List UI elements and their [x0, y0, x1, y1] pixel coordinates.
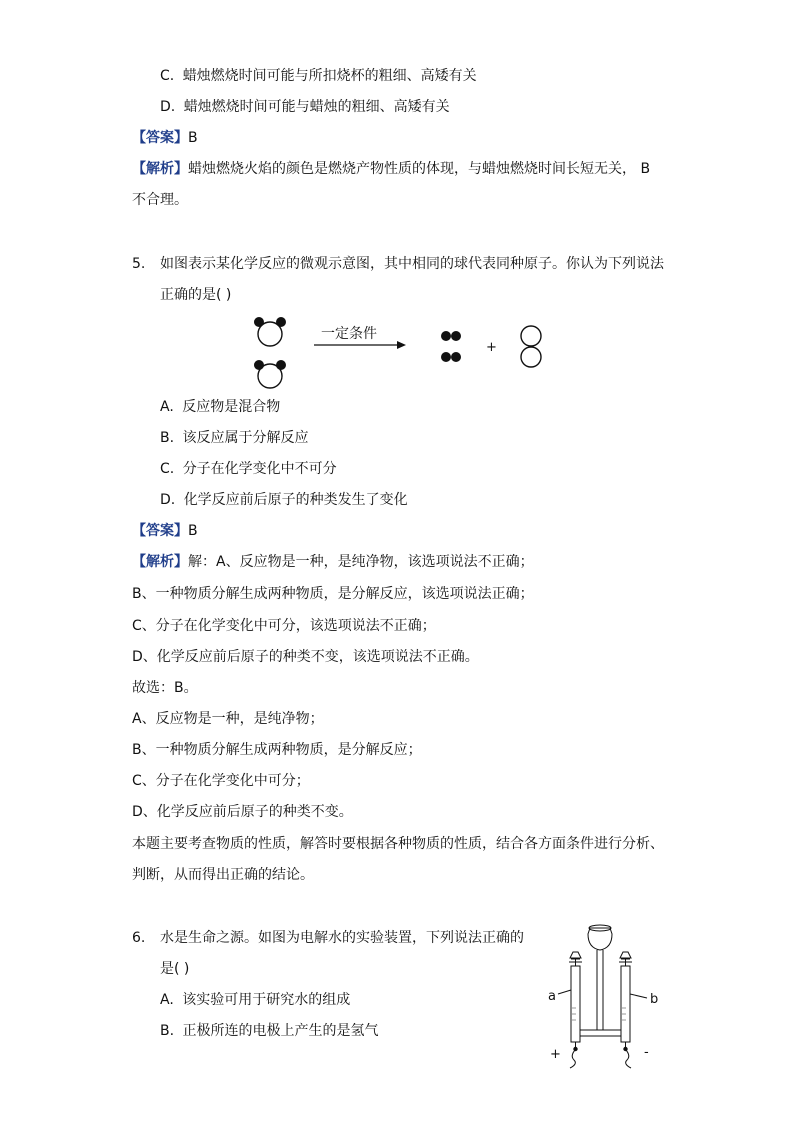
option-letter: B.	[160, 430, 175, 446]
option-letter: C.	[160, 461, 175, 477]
option-text: 该反应属于分解反应	[182, 430, 309, 446]
reaction-condition: 一定条件	[321, 326, 377, 342]
q5-analysis-line: D、化学反应前后原子的种类不变。	[132, 804, 353, 820]
answer-value: B	[188, 523, 198, 539]
reactant-molecule-1	[254, 317, 286, 346]
q4-analysis-line-2: 不合理。	[132, 192, 188, 208]
q6-option-b	[160, 1021, 379, 1041]
q5-analysis-line: 判断，从而得出正确的结论。	[132, 867, 314, 883]
q4-analysis-line-1	[132, 159, 650, 179]
answer-label: 【答案】	[132, 523, 188, 539]
q6-option-a	[160, 990, 350, 1010]
label-b: b	[650, 992, 659, 1007]
q5-analysis-line: D、化学反应前后原子的种类不变，该选项说法不正确。	[132, 649, 479, 665]
option-letter: A.	[160, 399, 174, 415]
option-text: 分子在化学变化中不可分	[182, 461, 337, 477]
label-a: a	[548, 989, 556, 1004]
answer-label: 【答案】	[132, 130, 188, 146]
label-negative: -	[644, 1045, 649, 1060]
analysis-label: 【解析】	[132, 554, 188, 570]
answer-value: B	[188, 130, 198, 146]
q4-option-c	[160, 66, 477, 86]
option-letter: D.	[160, 492, 176, 508]
product-molecule-1	[441, 331, 461, 362]
option-text: 蜡烛燃烧时间可能与所扣烧杯的粗细、高矮有关	[182, 68, 477, 84]
option-letter: D.	[160, 99, 176, 115]
option-text: 蜡烛燃烧时间可能与蜡烛的粗细、高矮有关	[183, 99, 450, 115]
q5-analysis-line: C、分子在化学变化中可分；	[132, 773, 310, 789]
q5-option-c	[160, 459, 337, 479]
option-letter: C.	[160, 68, 175, 84]
q5-number: 5.	[132, 256, 146, 272]
tube-b	[621, 966, 630, 1042]
label-positive: +	[550, 1047, 561, 1062]
electrolysis-apparatus	[540, 918, 670, 1070]
q5-stem-line-1: 如图表示某化学反应的微观示意图，其中相同的球代表同种原子。你认为下列说法	[160, 256, 664, 272]
q6-stem-line-2: 是( )	[160, 961, 190, 977]
q5-analysis-line-1	[132, 552, 534, 572]
q4-option-d	[160, 97, 450, 117]
product-molecule-2	[521, 326, 541, 367]
q5-analysis-line: C、分子在化学变化中可分，该选项说法不正确；	[132, 618, 436, 634]
wire-negative	[626, 1050, 631, 1068]
q5-analysis-line: A、反应物是一种，是纯净物；	[132, 711, 324, 727]
reactant-molecule-2	[254, 360, 286, 388]
q5-stem-line-2: 正确的是( )	[160, 287, 232, 303]
option-text: 化学反应前后原子的种类发生了变化	[183, 492, 408, 508]
q5-analysis-line: B、一种物质分解生成两种物质，是分解反应，该选项说法正确；	[132, 586, 534, 602]
analysis-label: 【解析】	[132, 161, 188, 177]
reaction-diagram	[248, 308, 558, 394]
analysis-text: 蜡烛燃烧火焰的颜色是燃烧产物性质的体现，与蜡烛燃烧时间长短无关， B	[188, 161, 651, 177]
option-text: 反应物是混合物	[182, 399, 281, 415]
option-text: 该实验可用于研究水的组成	[182, 992, 351, 1008]
analysis-text: 解：A、反应物是一种，是纯净物，该选项说法不正确；	[188, 554, 534, 570]
plus-sign: +	[486, 340, 497, 355]
q5-option-d	[160, 490, 408, 510]
option-letter: A.	[160, 992, 174, 1008]
q5-analysis-line: 故选：B。	[132, 680, 198, 696]
q5-analysis-line: 本题主要考查物质的性质，解答时要根据各种物质的性质，结合各方面条件进行分析、	[132, 836, 664, 852]
q6-stem-line-1: 水是生命之源。如图为电解水的实验装置，下列说法正确的	[160, 930, 524, 946]
option-text: 正极所连的电极上产生的是氢气	[182, 1023, 379, 1039]
tube-a	[571, 966, 580, 1042]
q5-analysis-line: B、一种物质分解生成两种物质，是分解反应；	[132, 742, 422, 758]
option-letter: B.	[160, 1023, 175, 1039]
q6-number: 6.	[132, 930, 146, 946]
q5-option-a	[160, 397, 280, 417]
wire-positive	[570, 1050, 575, 1068]
q5-answer	[132, 521, 198, 541]
q5-option-b	[160, 428, 309, 448]
q4-answer	[132, 128, 198, 148]
arrow-head	[397, 341, 406, 349]
